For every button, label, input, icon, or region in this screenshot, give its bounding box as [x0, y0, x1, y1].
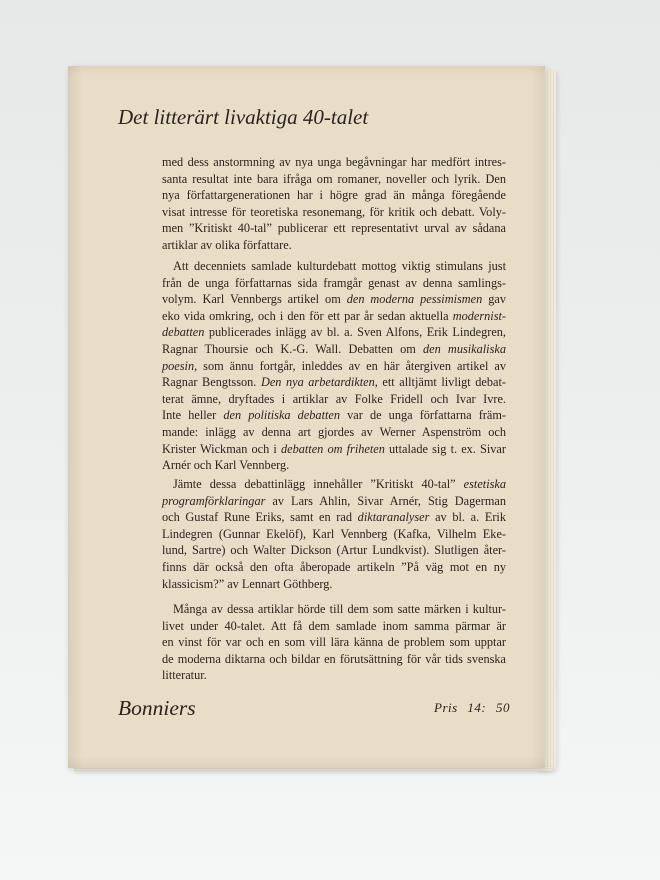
text-line	[162, 308, 506, 325]
text-line	[162, 407, 506, 424]
text-run: finns där också den ofta åberopade artikeln ”På väg mot en ny	[162, 559, 506, 574]
text-run: Krister Wickman och i	[162, 441, 281, 456]
text-run: Ragnar Thoursie och K.-G. Wall. Debatten om	[162, 341, 423, 356]
text-run: Lindegren (Gunnar Ekelöf), Karl Vennberg (Kafka, Vilhelm Eke-	[162, 526, 506, 541]
text-line	[162, 667, 506, 684]
text-line	[162, 634, 506, 651]
text-line	[162, 171, 506, 188]
text-line	[162, 601, 506, 618]
blurb-text	[162, 66, 506, 768]
italic-phrase: den politiska debatten	[223, 408, 341, 423]
text-run: santa resultat inte bara ifråga om romaner, noveller och lyrik. Den	[162, 171, 506, 186]
text-run: som ännu fortgår, inleddes av en här återgiven artikel av	[197, 358, 506, 373]
italic-phrase: modernist-	[452, 308, 506, 323]
text-run: en vinst för var och en som vill lära känna de problem som upptar	[162, 635, 506, 650]
text-run: gav	[482, 292, 506, 307]
text-run: publicerades inlägg av bl. a. Sven Alfons, Erik Lindegren,	[204, 325, 506, 340]
text-run: av bl. a. Erik	[429, 510, 506, 525]
italic-phrase: programförklaringar	[162, 493, 266, 508]
text-line	[162, 559, 506, 576]
text-run: men ”Kritiskt 40-tal” publicerar ett representativt urval av sådana	[162, 221, 506, 236]
text-run: terat ämne, dryftades i artiklar av Folke Fridell och Ivar Ivre.	[162, 391, 506, 406]
blurb-paragraph	[162, 476, 506, 592]
text-run: Att decenniets samlade kulturdebatt mottog viktig stimulans just	[173, 259, 506, 273]
text-run: av Lars Ahlin, Sivar Arnér, Stig Dagerman	[265, 493, 506, 508]
text-line	[162, 324, 506, 341]
text-run: Arnér och Karl Vennberg.	[162, 458, 290, 473]
text-line	[162, 187, 506, 204]
italic-phrase: debatten	[162, 325, 205, 340]
blurb-paragraph	[162, 601, 506, 684]
price-label: Pris 14: 50	[434, 700, 510, 715]
text-run: Jämte dessa debattinlägg innehåller ”Kritiskt 40-tal”	[173, 477, 464, 491]
text-line	[162, 341, 506, 358]
text-line	[162, 275, 506, 292]
text-run: de moderna diktarna och bildar en förutsättning för vår tids svenska	[162, 651, 506, 666]
text-run: Inte heller	[162, 408, 224, 423]
blurb-paragraph	[162, 258, 506, 474]
text-run: och Gustaf Rune Eriks, samt en rad	[162, 510, 358, 525]
text-line	[162, 424, 506, 441]
text-line	[162, 374, 506, 391]
text-run: eko vida omkring, och i den för ett par år sedan aktuella	[162, 308, 453, 323]
text-run: med dess anstormning av nya unga begåvningar har medfört intres-	[162, 155, 506, 169]
blurb-paragraph	[162, 154, 506, 254]
italic-phrase: diktaranalyser	[357, 510, 430, 525]
text-line	[162, 526, 506, 543]
text-line	[162, 391, 506, 408]
publisher-name: Bonniers	[118, 696, 196, 720]
text-line	[162, 457, 506, 474]
text-line	[162, 258, 506, 275]
text-line	[162, 493, 506, 510]
text-run: artiklar av olika författare.	[162, 237, 292, 252]
italic-phrase: estetiska	[463, 477, 506, 491]
text-run: från de unga författarnas sida framgår genast av denna samlings-	[162, 275, 506, 290]
text-run: var de unga författarna främ-	[340, 408, 506, 423]
text-run: uttalade sig t. ex. Sivar	[384, 441, 506, 456]
text-line	[162, 237, 506, 254]
text-line	[162, 618, 506, 635]
text-line	[162, 154, 506, 171]
text-line	[162, 651, 506, 668]
text-line	[162, 576, 506, 593]
italic-phrase: Den nya arbetardikten,	[260, 375, 378, 390]
text-run: Många av dessa artiklar hörde till dem som satte märken i kultur-	[173, 602, 506, 616]
text-line	[162, 291, 506, 308]
text-line	[162, 476, 506, 493]
text-run: livet under 40-talet. Att få dem samlade inom samma pärmar är	[162, 618, 506, 633]
text-line	[162, 220, 506, 237]
text-line	[162, 509, 506, 526]
text-run: volym. Karl Vennbergs artikel om	[162, 292, 347, 307]
text-line	[162, 204, 506, 221]
text-run: nya författargenerationen har i högre grad än många föregående	[162, 188, 506, 203]
italic-phrase: debatten om friheten	[280, 441, 385, 456]
text-run: litteratur.	[162, 668, 207, 683]
cover-title: Det litterärt livaktiga 40-talet	[118, 105, 369, 129]
italic-phrase: den musikaliska	[422, 341, 506, 356]
text-line	[162, 542, 506, 559]
text-run: lund, Sartre) och Walter Dickson (Artur Lundkvist). Slutligen åter-	[162, 543, 506, 558]
text-run: Ragnar Bengtsson.	[162, 375, 261, 390]
text-line	[162, 441, 506, 458]
book-back-cover	[68, 66, 545, 768]
text-run: mande: inlägg av denna art gjordes av Werner Aspenström och	[162, 424, 506, 439]
text-run: ett alltjämt livligt debat-	[377, 375, 506, 390]
italic-phrase: den moderna pessimismen	[346, 292, 483, 307]
text-run: klassicism?” av Lennart Göthberg.	[162, 576, 333, 591]
italic-phrase: poesin,	[162, 358, 198, 373]
text-line	[162, 358, 506, 375]
text-run: visat intresse för teoretiska resonemang, för kritik och debatt. Voly-	[162, 204, 506, 219]
